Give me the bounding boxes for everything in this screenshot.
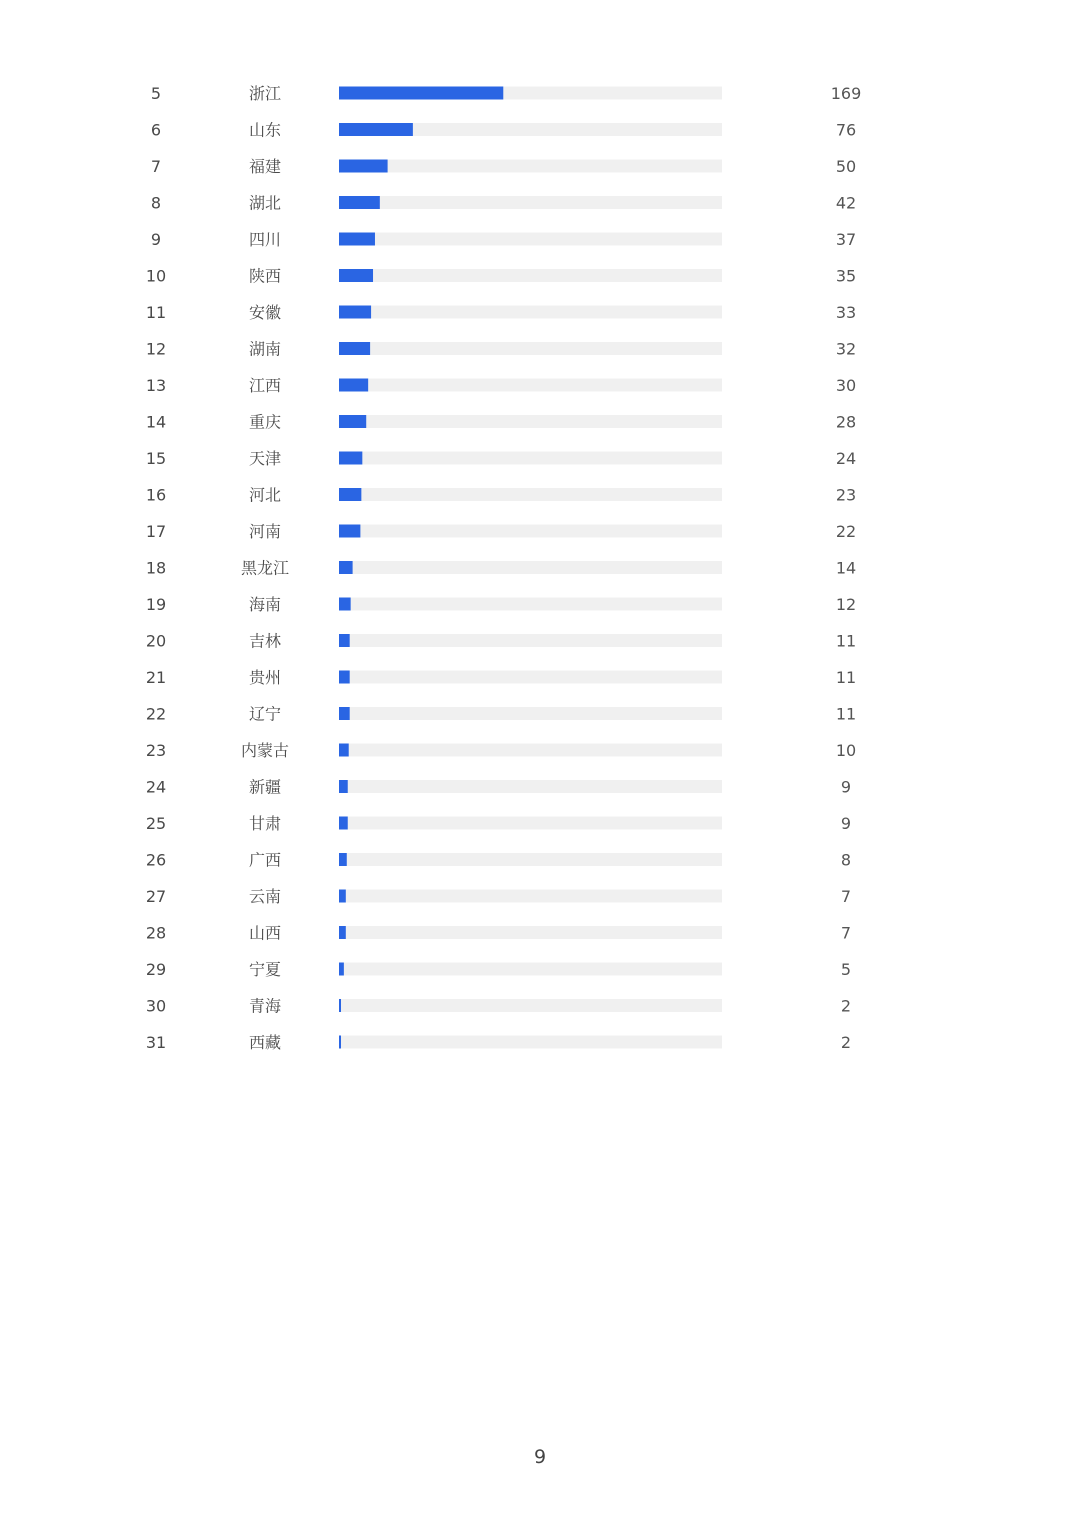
value-label: 42 <box>835 193 857 213</box>
rank-label: 29 <box>145 960 167 979</box>
value-label: 169 <box>830 84 862 103</box>
category-label: 湖北 <box>248 193 282 213</box>
bar <box>339 196 380 209</box>
value-label: 5 <box>840 960 852 979</box>
bar <box>339 269 373 282</box>
chart-row <box>146 887 851 906</box>
value-label: 8 <box>840 850 852 870</box>
chart-row <box>146 741 856 760</box>
category-label: 辽宁 <box>248 704 282 724</box>
bar-track <box>339 160 722 173</box>
chart-row <box>146 705 856 724</box>
chart-row <box>146 413 856 432</box>
category-label: 宁夏 <box>248 960 282 979</box>
bar-track <box>339 634 722 647</box>
category-label: 天津 <box>248 449 282 468</box>
bar-track <box>339 269 722 282</box>
category-label: 海南 <box>248 595 282 614</box>
chart-row <box>146 1033 851 1052</box>
page-number: 9 <box>533 1446 547 1468</box>
category-label: 江西 <box>248 376 282 395</box>
chart-row <box>146 486 856 505</box>
bar <box>339 1036 341 1049</box>
bar-track <box>339 233 722 246</box>
bar <box>339 379 368 392</box>
rank-label: 13 <box>145 376 167 395</box>
category-label: 浙江 <box>248 84 282 103</box>
rank-label: 20 <box>145 631 167 651</box>
category-label: 新疆 <box>248 777 282 797</box>
rank-label: 14 <box>145 412 167 432</box>
chart-row <box>146 778 851 797</box>
value-label: 22 <box>835 522 857 541</box>
rank-label: 26 <box>145 850 167 870</box>
chart-row <box>151 121 856 140</box>
chart-row <box>146 960 851 979</box>
bar-track <box>339 561 722 574</box>
bar <box>339 671 350 684</box>
rank-label: 18 <box>145 558 167 578</box>
bar-track <box>339 853 722 866</box>
value-label: 10 <box>835 741 857 760</box>
chart-row <box>146 376 856 395</box>
bar <box>339 707 350 720</box>
category-label: 安徽 <box>248 303 282 322</box>
bar <box>339 488 361 501</box>
value-label: 11 <box>835 704 857 724</box>
bar <box>339 634 350 647</box>
chart-row <box>151 84 861 103</box>
rank-label: 12 <box>145 339 167 359</box>
chart-row <box>146 668 856 687</box>
category-label: 内蒙古 <box>240 741 290 760</box>
value-label: 2 <box>840 996 852 1016</box>
value-label: 7 <box>840 887 852 906</box>
value-label: 2 <box>840 1033 852 1052</box>
bar-track <box>339 744 722 757</box>
bar <box>339 561 353 574</box>
category-label: 山东 <box>248 120 282 140</box>
category-label: 贵州 <box>248 668 282 687</box>
bar <box>339 598 351 611</box>
rank-label: 28 <box>145 923 167 943</box>
rank-label: 9 <box>150 230 162 249</box>
chart-row <box>151 157 856 176</box>
value-label: 11 <box>835 668 857 687</box>
value-label: 23 <box>835 485 857 505</box>
category-label: 西藏 <box>248 1033 282 1052</box>
rank-label: 8 <box>150 193 162 213</box>
category-label: 吉林 <box>248 631 282 651</box>
category-label: 陕西 <box>248 266 282 286</box>
bar <box>339 780 348 793</box>
bar <box>339 999 341 1012</box>
category-label: 湖南 <box>248 339 282 359</box>
bar <box>339 853 347 866</box>
rank-label: 6 <box>150 120 162 140</box>
rank-label: 21 <box>145 668 167 687</box>
rank-label: 16 <box>145 485 167 505</box>
bar-track <box>339 707 722 720</box>
value-label: 12 <box>835 595 857 614</box>
chart-row <box>146 814 851 833</box>
rank-label: 11 <box>145 303 167 322</box>
chart-row <box>151 230 856 249</box>
bar-track <box>339 671 722 684</box>
value-label: 35 <box>835 266 857 286</box>
rank-label: 24 <box>145 777 167 797</box>
category-label: 黑龙江 <box>240 558 290 578</box>
value-label: 33 <box>835 303 857 322</box>
value-label: 28 <box>835 412 857 432</box>
chart-row <box>146 595 856 614</box>
chart-row <box>146 924 851 943</box>
rank-label: 7 <box>150 157 162 176</box>
bar-track <box>339 817 722 830</box>
value-label: 9 <box>840 814 852 833</box>
category-label: 甘肃 <box>248 814 282 833</box>
chart-row <box>146 449 856 468</box>
bar <box>339 87 503 100</box>
bar-track <box>339 890 722 903</box>
bar-track <box>339 1036 722 1049</box>
value-label: 11 <box>835 631 857 651</box>
bar <box>339 233 375 246</box>
chart-row <box>146 522 856 541</box>
bar <box>339 963 344 976</box>
bar <box>339 926 346 939</box>
bar <box>339 890 346 903</box>
rank-label: 25 <box>145 814 167 833</box>
bar <box>339 452 362 465</box>
bar <box>339 306 371 319</box>
chart-row <box>151 194 856 213</box>
category-label: 福建 <box>248 157 282 176</box>
value-label: 50 <box>835 157 857 176</box>
bar-track <box>339 999 722 1012</box>
category-label: 河南 <box>248 522 282 541</box>
bar-track <box>339 196 722 209</box>
bar-track <box>339 306 722 319</box>
category-label: 山西 <box>248 923 282 943</box>
chart-row <box>146 559 856 578</box>
category-label: 广西 <box>248 850 282 870</box>
category-label: 云南 <box>248 887 282 906</box>
chart-row <box>146 340 856 359</box>
bar-track <box>339 342 722 355</box>
rank-label: 19 <box>145 595 167 614</box>
value-label: 24 <box>835 449 857 468</box>
bar-track <box>339 415 722 428</box>
chart-row <box>146 303 856 322</box>
bar <box>339 525 360 538</box>
bar <box>339 123 413 136</box>
bar-track <box>339 379 722 392</box>
rank-label: 22 <box>145 704 167 724</box>
value-label: 30 <box>835 376 857 395</box>
bar-track <box>339 525 722 538</box>
bar <box>339 160 388 173</box>
chart-row <box>146 851 851 870</box>
bar-track <box>339 780 722 793</box>
bar-track <box>339 963 722 976</box>
rank-label: 30 <box>145 996 167 1016</box>
bar <box>339 342 370 355</box>
chart-row <box>146 632 856 651</box>
rank-label: 31 <box>145 1033 167 1052</box>
category-label: 重庆 <box>248 412 282 432</box>
bar <box>339 415 366 428</box>
category-label: 四川 <box>248 230 282 249</box>
rank-label: 17 <box>145 522 167 541</box>
bar-track <box>339 488 722 501</box>
bar-track <box>339 926 722 939</box>
bar-track <box>339 452 722 465</box>
rank-label: 10 <box>145 266 167 286</box>
value-label: 37 <box>835 230 857 249</box>
value-label: 7 <box>840 923 852 943</box>
category-label: 青海 <box>248 996 282 1016</box>
rank-label: 27 <box>145 887 167 906</box>
rank-label: 23 <box>145 741 167 760</box>
category-label: 河北 <box>248 485 282 505</box>
bar-track <box>339 598 722 611</box>
chart-row <box>146 997 851 1016</box>
value-label: 32 <box>835 339 857 359</box>
bar <box>339 744 349 757</box>
rank-label: 5 <box>150 84 162 103</box>
bar <box>339 817 348 830</box>
value-label: 14 <box>835 558 857 578</box>
value-label: 76 <box>835 120 857 140</box>
chart-row <box>146 267 856 286</box>
value-label: 9 <box>840 777 852 797</box>
rank-label: 15 <box>145 449 167 468</box>
